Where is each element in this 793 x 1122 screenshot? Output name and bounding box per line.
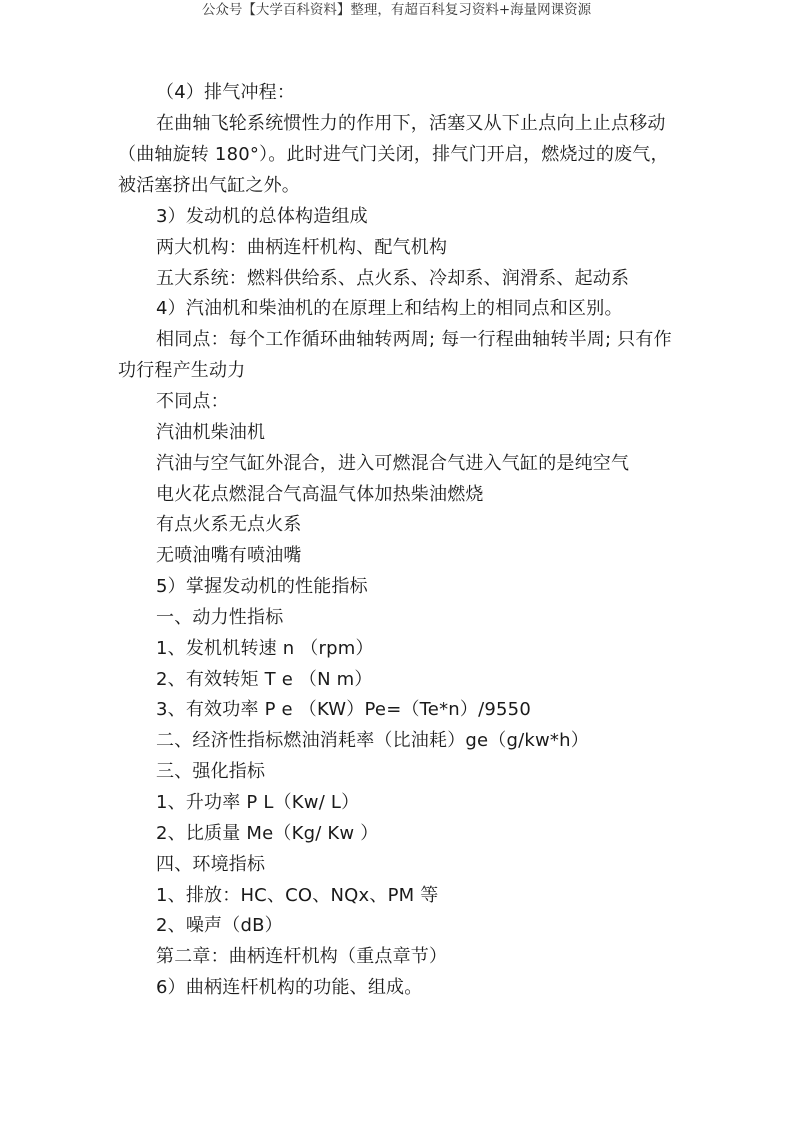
- text-line: 2、有效转矩 T e （N m）: [156, 669, 373, 690]
- text-line: 4）汽油机和柴油机的在原理上和结构上的相同点和区别。: [156, 298, 623, 319]
- text-line: 五大系统：燃料供给系、点火系、冷却系、润滑系、起动系: [156, 268, 630, 289]
- text-line: 6）曲柄连杆机构的功能、组成。: [156, 977, 423, 998]
- text-line: 1、发机机转速 n （rpm）: [156, 638, 374, 659]
- text-line: 电火花点燃混合气高温气体加热柴油燃烧: [156, 484, 484, 505]
- text-line: 在曲轴飞轮系统惯性力的作用下，活塞又从下止点向上止点移动: [156, 113, 666, 134]
- text-line: 四、环境指标: [156, 854, 266, 875]
- text-line: 被活塞挤出气缸之外。: [118, 175, 300, 196]
- text-line: 功行程产生动力: [118, 360, 246, 381]
- page-header: 公众号【大学百科资料】整理，有超百科复习资料+海量网课资源: [201, 2, 592, 18]
- text-line: 2、比质量 Me（Kg/ Kw ）: [156, 823, 379, 844]
- text-line: 5）掌握发动机的性能指标: [156, 576, 368, 597]
- text-line: 3）发动机的总体构造组成: [156, 206, 368, 227]
- text-line: 两大机构：曲柄连杆机构、配气机构: [156, 237, 448, 258]
- text-line: 有点火系无点火系: [156, 514, 302, 535]
- text-line: 汽油与空气缸外混合，进入可燃混合气进入气缸的是纯空气: [156, 453, 630, 474]
- text-line: 不同点：: [156, 391, 229, 412]
- text-line: （曲轴旋转 180°）。此时进气门关闭，排气门开启，燃烧过的废气，: [118, 144, 669, 165]
- text-line: （4）排气冲程：: [156, 82, 296, 103]
- text-line: 2、噪声（dB）: [156, 915, 283, 936]
- text-line: 汽油机柴油机: [156, 422, 266, 443]
- text-line: 三、强化指标: [156, 761, 266, 782]
- text-line: 1、排放：HC、CO、NQx、PM 等: [156, 885, 439, 906]
- text-line: 无喷油嘴有喷油嘴: [156, 545, 302, 566]
- text-line: 1、升功率 P L（Kw/ L）: [156, 792, 360, 813]
- text-line: 3、有效功率 P e （KW）Pe=（Te*n）/9550: [156, 699, 531, 720]
- text-line: 第二章：曲柄连杆机构（重点章节）: [156, 946, 448, 967]
- text-line: 二、经济性指标燃油消耗率（比油耗）ge（g/kw*h）: [156, 730, 589, 751]
- text-line: 相同点：每个工作循环曲轴转两周; 每一行程曲轴转半周; 只有作: [156, 329, 672, 350]
- text-line: 一、动力性指标: [156, 607, 284, 628]
